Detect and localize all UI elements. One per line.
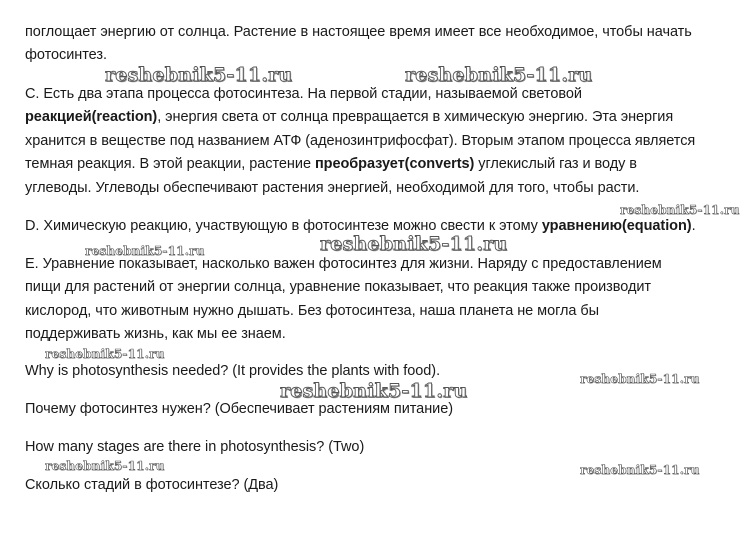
paragraph-b-line-1: поглощает энергию от солнца. Растение в настоящее время имеет все необходимое, чтобы начать — [25, 24, 692, 40]
watermark: reshebnik5-11.ru — [405, 64, 593, 86]
paragraph-c-line-2-text: , энергия света от солнца превращается в химическую энергию. Эта энергия — [157, 109, 674, 125]
paragraph-e-line-2: пищи для растений от энергии солнца, уравнение показывает, что реакция также производит — [25, 279, 651, 295]
term-equation: уравнению(equation) — [541, 218, 692, 234]
paragraph-c-line-2 — [25, 107, 673, 127]
term-reaction: реакцией(reaction) — [25, 109, 158, 125]
paragraph-d-line-1-post: . — [691, 218, 696, 234]
watermark: reshebnik5-11.ru — [580, 463, 700, 477]
watermark: reshebnik5-11.ru — [620, 203, 740, 217]
watermark: reshebnik5-11.ru — [105, 64, 293, 86]
term-converts: преобразует(converts) — [314, 156, 475, 172]
question-2-english: How many stages are there in photosynthesis? (Two) — [25, 439, 365, 455]
paragraph-c-line-3: хранится в веществе под названием АТФ (аденозинтрифосфат). Вторым этапом процесса является — [25, 133, 696, 149]
watermark: reshebnik5-11.ru — [320, 233, 508, 255]
paragraph-d-line-1-pre: D. Химическую реакцию, участвующую в фотосинтезе можно свести к этому — [25, 218, 542, 234]
watermark: reshebnik5-11.ru — [45, 459, 165, 473]
paragraph-c-line-1: C. Есть два этапа процесса фотосинтеза. На первой стадии, называемой световой — [25, 86, 582, 102]
watermark: reshebnik5-11.ru — [85, 244, 205, 258]
watermark: reshebnik5-11.ru — [580, 372, 700, 386]
question-1-russian: Почему фотосинтез нужен? (Обеспечивает растениям питание) — [25, 401, 453, 417]
watermark: reshebnik5-11.ru — [280, 380, 468, 402]
paragraph-c-line-4 — [25, 154, 637, 174]
question-1-english: Why is photosynthesis needed? (It provides the plants with food). — [25, 363, 441, 379]
watermark: reshebnik5-11.ru — [45, 347, 165, 361]
paragraph-e-line-3: кислород, что животным нужно дышать. Без фотосинтеза, наша планета не могла бы — [25, 303, 600, 319]
question-2-russian: Сколько стадий в фотосинтезе? (Два) — [25, 477, 279, 493]
paragraph-e-line-4: поддерживать жизнь, как мы ее знаем. — [25, 326, 286, 342]
paragraph-e-line-1: E. Уравнение показывает, насколько важен фотосинтез для жизни. Наряду с предоставлением — [25, 256, 662, 272]
paragraph-c-line-4-post: углекислый газ и воду в — [474, 156, 637, 172]
paragraph-c-line-4-pre: темная реакция. В этой реакции, растение — [25, 156, 315, 172]
paragraph-c-line-5: углеводы. Углеводы обеспечивают растения энергией, необходимой для того, чтобы расти. — [25, 180, 640, 196]
paragraph-b-line-2: фотосинтез. — [25, 47, 107, 63]
